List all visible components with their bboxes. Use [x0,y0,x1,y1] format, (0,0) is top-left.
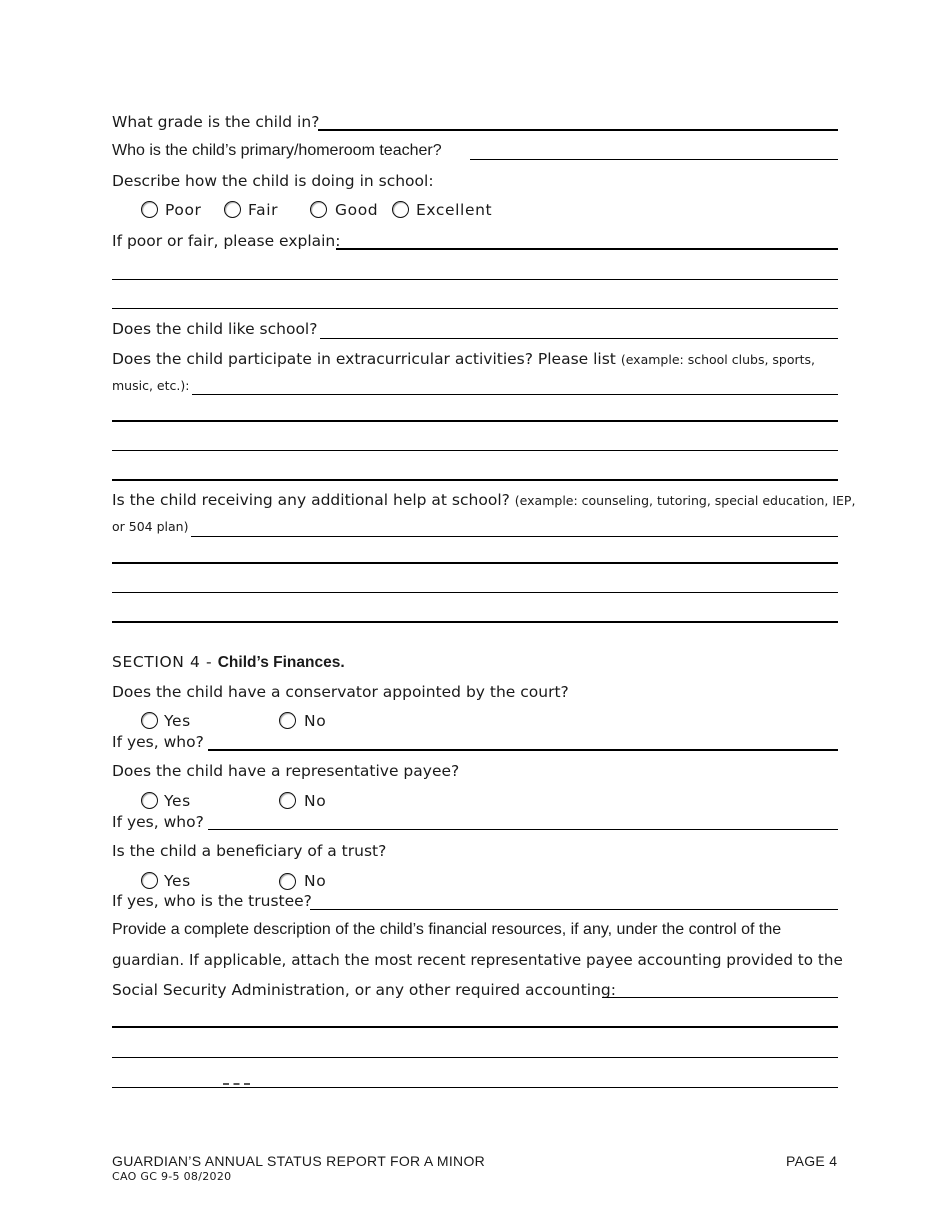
trustee-label: If yes, who is the trustee? [112,892,312,910]
conservator-no-radio[interactable] [279,712,296,729]
resources-field[interactable] [602,997,838,998]
help-field[interactable] [191,536,838,537]
extracurricular-line-2[interactable] [112,420,838,422]
like-school-field[interactable] [320,338,838,339]
trustee-field[interactable] [310,909,838,910]
trust-yes-label: Yes [164,872,191,890]
conservator-who-label: If yes, who? [112,733,204,751]
payee-yes-radio[interactable] [141,792,158,809]
conservator-yes-radio[interactable] [141,712,158,729]
payee-no-label: No [304,792,327,810]
payee-question: Does the child have a representative payee? [112,762,460,780]
help-question [112,490,855,511]
explain-field[interactable] [336,248,838,250]
footer-form-code: CAO GC 9-5 08/2020 [112,1170,232,1183]
extracurricular-example: (example: school clubs, sports, [620,352,816,367]
conservator-yes-label: Yes [164,712,191,730]
resources-line-4[interactable] [112,1087,838,1088]
section4-title: Child’s Finances. [217,654,345,671]
radio-fair-label: Fair [248,201,279,219]
resources-text-1: Provide a complete description of the child’s financial resources, if any, under the control of the [112,921,782,938]
resources-line-2[interactable] [112,1026,838,1028]
help-example: (example: counseling, tutoring, special education, IEP, [514,493,856,508]
extracurricular-example-cont: music, etc.): [112,378,190,393]
explain-line-3[interactable] [112,308,838,309]
payee-who-field[interactable] [208,829,838,830]
stray-dash-mark [223,1083,250,1085]
help-line-2[interactable] [112,562,838,564]
extracurricular-field[interactable] [192,394,838,395]
help-line-3[interactable] [112,592,838,593]
section4-heading [112,652,345,673]
help-example-cont: or 504 plan) [112,519,189,534]
resources-text-3: Social Security Administration, or any other required accounting: [112,981,616,999]
resources-text-2: guardian. If applicable, attach the most recent representative payee accounting provided to the [112,951,843,969]
payee-who-label: If yes, who? [112,813,204,831]
payee-no-radio[interactable] [279,792,296,809]
trust-no-label: No [304,872,327,890]
help-question-text: Is the child receiving any additional help at school? [112,491,510,509]
radio-fair[interactable] [224,201,241,218]
like-school-question: Does the child like school? [112,320,318,338]
teacher-field[interactable] [470,159,838,160]
trust-yes-radio[interactable] [141,872,158,889]
resources-line-3[interactable] [112,1057,838,1058]
radio-good[interactable] [310,201,327,218]
radio-poor-label: Poor [165,201,202,219]
grade-question: What grade is the child in? [112,113,320,131]
extracurricular-question [112,349,815,370]
trust-no-radio[interactable] [279,873,296,890]
conservator-who-field[interactable] [208,749,838,751]
doing-question: Describe how the child is doing in school: [112,172,434,190]
explain-question: If poor or fair, please explain: [112,232,341,250]
radio-excellent[interactable] [392,201,409,218]
section4-label: SECTION 4 - [112,653,218,671]
payee-yes-label: Yes [164,792,191,810]
extracurricular-line-4[interactable] [112,479,838,481]
extracurricular-line-3[interactable] [112,450,838,451]
footer-page-number: PAGE 4 [786,1153,838,1169]
footer-title: GUARDIAN’S ANNUAL STATUS REPORT FOR A MINOR [112,1153,486,1169]
extracurricular-question-text: Does the child participate in extracurricular activities? Please list [112,350,616,368]
grade-field[interactable] [318,129,838,131]
help-line-4[interactable] [112,621,838,623]
radio-excellent-label: Excellent [416,201,493,219]
explain-line-2[interactable] [112,279,838,280]
radio-poor[interactable] [141,201,158,218]
trust-question: Is the child a beneficiary of a trust? [112,842,387,860]
radio-good-label: Good [335,201,379,219]
conservator-no-label: No [304,712,327,730]
teacher-question: Who is the child’s primary/homeroom teacher? [112,142,442,159]
conservator-question: Does the child have a conservator appointed by the court? [112,683,569,701]
